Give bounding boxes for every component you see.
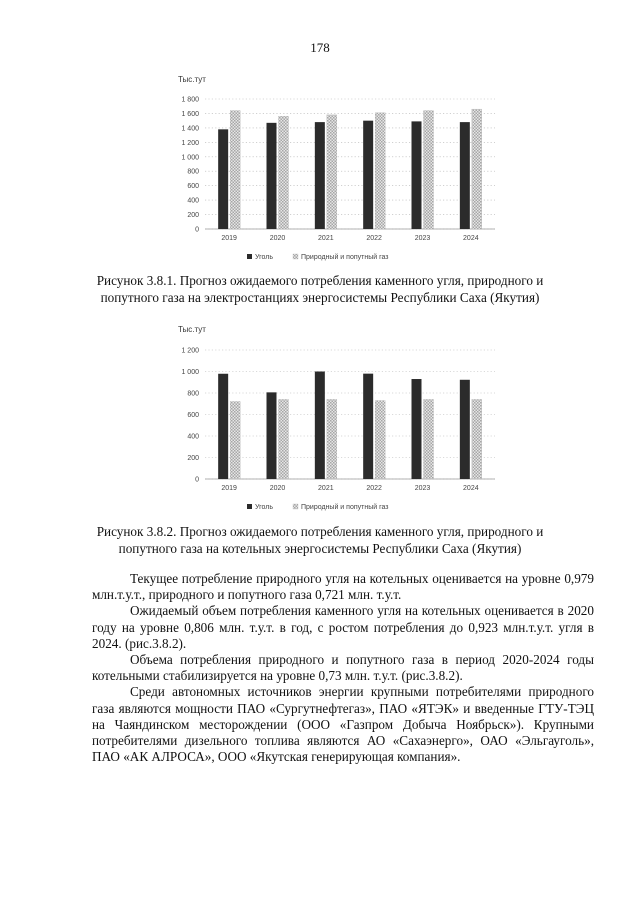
- y-axis-label: Тыс.тут: [178, 325, 206, 334]
- caption-line: попутного газа на электростанциях энергосистемы Республики Саха (Якутия): [100, 290, 540, 305]
- bar-coal: [218, 374, 228, 479]
- x-tick-label: 2019: [221, 235, 237, 242]
- y-tick-label: 1 000: [181, 154, 199, 162]
- paragraph: Текущее потребление природного угля на котельных оценивается на уровне 0,979 млн.т.у.т., природного и попутного газа 0,721 млн. т.у.т.: [92, 571, 594, 603]
- bar-gas: [472, 399, 482, 479]
- figure-caption-2: [60, 523, 580, 557]
- caption-line: попутного газа на котельных энергосистемы Республики Саха (Якутия): [118, 541, 522, 556]
- paragraph: Объема потребления природного и попутного газа в период 2020-2024 годы котельными стабилизируется на уровне 0,73 млн. т.у.т. (рис.3.8.2).: [92, 652, 594, 684]
- y-axis-label: Тыс.тут: [178, 75, 206, 84]
- bar-gas: [424, 399, 434, 479]
- y-tick-label: 0: [195, 226, 199, 234]
- bar-gas: [230, 401, 240, 479]
- y-tick-label: 800: [187, 168, 199, 176]
- y-tick-label: 1 000: [181, 369, 199, 376]
- caption-line: Рисунок 3.8.1. Прогноз ожидаемого потребления каменного угля, природного и: [96, 273, 544, 288]
- x-tick-label: 2021: [318, 235, 334, 242]
- bar-coal: [363, 374, 373, 479]
- x-tick-label: 2023: [414, 235, 431, 242]
- y-tick-label: 800: [187, 390, 199, 398]
- bar-gas: [279, 399, 289, 479]
- legend-label-coal: Уголь: [255, 254, 274, 261]
- bar-gas: [327, 399, 337, 479]
- y-tick-label: 400: [187, 197, 199, 205]
- y-tick-label: 400: [187, 433, 199, 441]
- caption-line: Рисунок 3.8.2. Прогноз ожидаемого потребления каменного угля, природного и: [96, 524, 544, 539]
- body-text: [92, 571, 594, 765]
- legend-swatch-gas: [293, 504, 298, 509]
- x-tick-label: 2022: [366, 235, 382, 242]
- legend-label-gas: Природный и попутный газ: [301, 254, 389, 261]
- x-tick-label: 2024: [463, 235, 479, 242]
- paragraph: Среди автономных источников энергии крупными потребителями природного газа являются мощности ПАО «Сургутнефтегаз», ПАО «ЯТЭК» и введенные ГТУ-ТЭЦ на Чаяндинском месторождении (ООО «Газпром Добыча Ноябрьск»). Крупными потребителями дизельного топлива являются АО «Сахаэнерго», ОАО «Эльгауголь», ПАО «АК АЛРОСА», ООО «Якутская генерирующая компания».: [92, 684, 594, 765]
- y-tick-label: 1 400: [181, 125, 199, 133]
- x-tick-label: 2024: [463, 485, 479, 492]
- y-tick-label: 1 200: [181, 347, 199, 355]
- legend-label-coal: Уголь: [255, 504, 274, 511]
- x-tick-label: 2020: [269, 485, 286, 492]
- y-tick-label: 200: [187, 212, 199, 220]
- legend-label-gas: Природный и попутный газ: [301, 504, 389, 511]
- y-tick-label: 1 200: [181, 139, 199, 147]
- x-tick-label: 2023: [414, 485, 431, 492]
- bar-gas: [375, 401, 385, 479]
- x-tick-label: 2022: [366, 485, 382, 492]
- legend-swatch-coal: [247, 504, 252, 509]
- x-tick-label: 2020: [269, 235, 286, 242]
- x-tick-label: 2021: [318, 485, 334, 492]
- y-tick-label: 1 600: [181, 110, 199, 118]
- y-tick-label: 200: [187, 455, 199, 462]
- y-tick-label: 600: [187, 412, 199, 419]
- x-tick-label: 2019: [221, 485, 237, 492]
- paragraph: Ожидаемый объем потребления каменного угля на котельных оценивается в 2020 году на уровне 0,806 млн. т.у.т. в год, с ростом потребления до 0,923 млн.т.у.т. угля в 2024. (рис.3.8.2).: [92, 603, 594, 651]
- y-tick-label: 1 800: [181, 96, 199, 104]
- bar-coal: [460, 380, 470, 479]
- bar-coal: [412, 379, 422, 479]
- y-tick-label: 600: [187, 183, 199, 191]
- page-number: 178: [310, 40, 330, 55]
- y-tick-label: 0: [195, 476, 199, 484]
- bar-coal: [315, 372, 325, 480]
- bar-coal: [267, 392, 277, 479]
